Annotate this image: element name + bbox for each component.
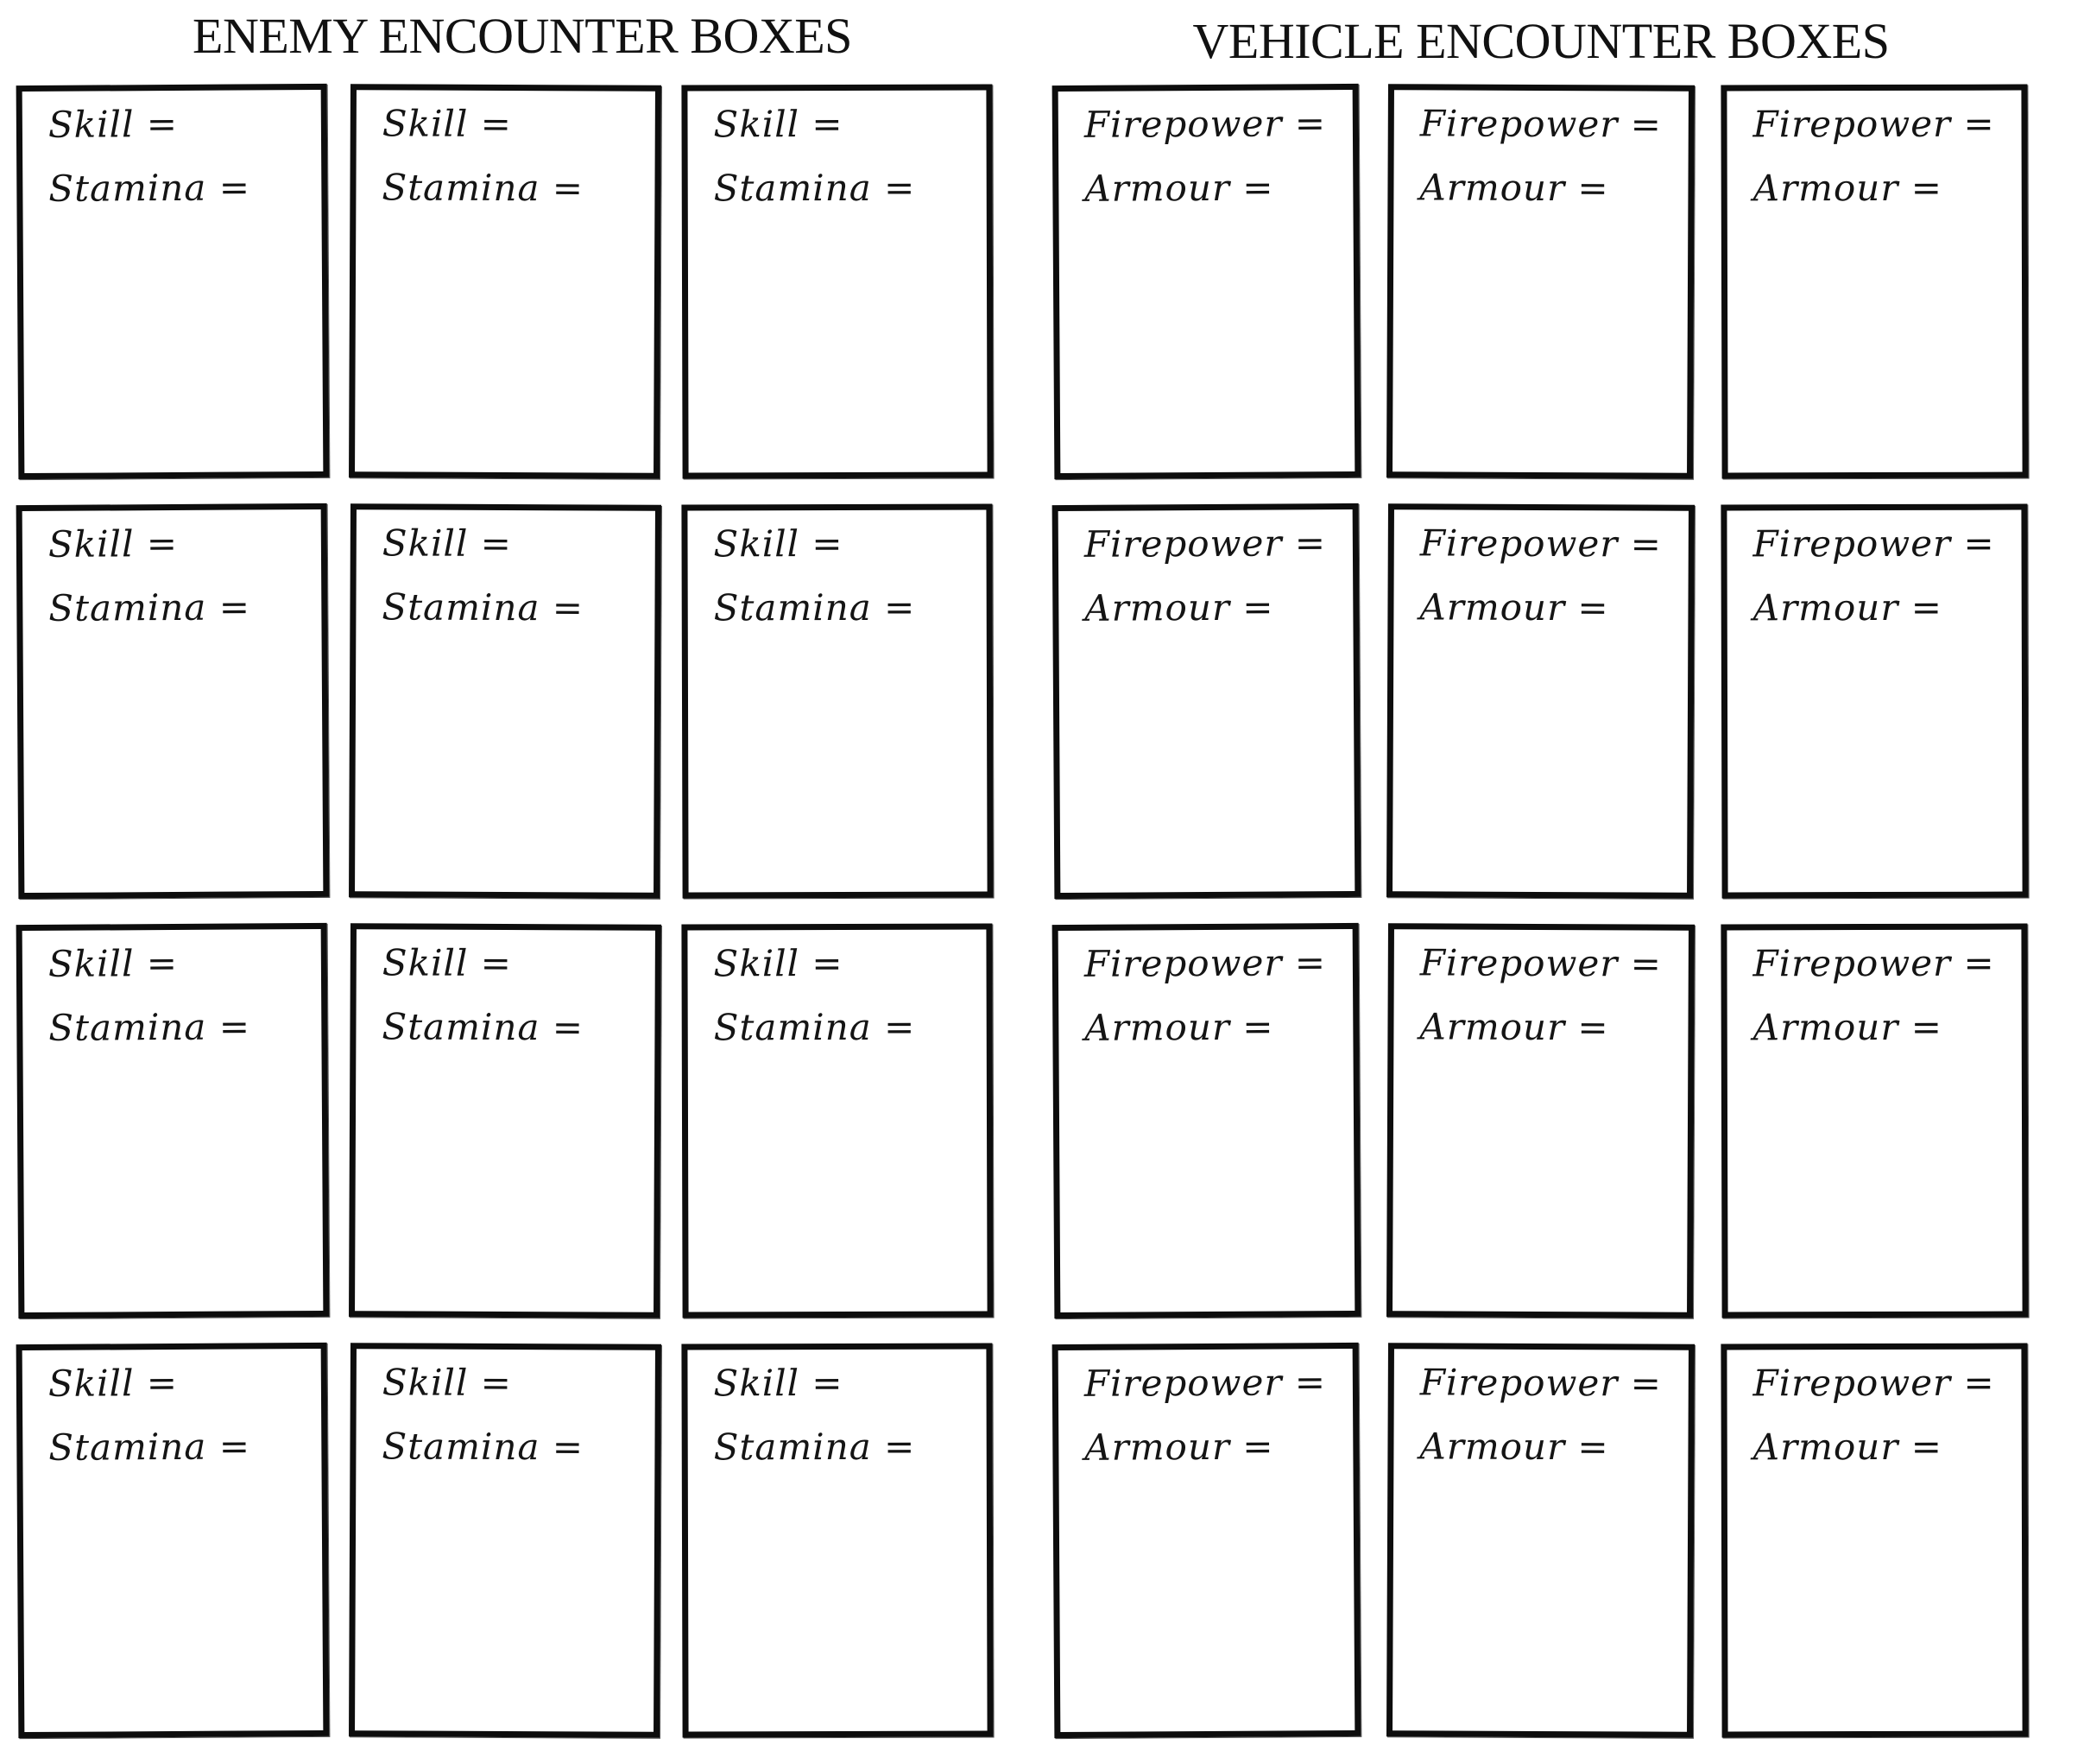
enemy-box[interactable] <box>349 84 661 479</box>
skill-label: Skill = <box>713 102 843 146</box>
skill-label: Skill = <box>713 522 843 566</box>
vehicle-box[interactable] <box>1386 503 1695 899</box>
enemy-box[interactable] <box>681 85 993 479</box>
vehicle-box[interactable] <box>1721 504 2028 899</box>
firepower-label: Firepower = <box>1752 941 1995 985</box>
stamina-label: Stamina = <box>713 166 916 210</box>
skill-label: Skill = <box>382 102 512 146</box>
firepower-label: Firepower = <box>1083 1361 1327 1405</box>
skill-label: Skill = <box>47 941 179 985</box>
stamina-label: Stamina = <box>48 166 251 210</box>
skill-label: Skill = <box>47 1361 179 1405</box>
armour-label: Armour = <box>1752 585 1942 629</box>
vehicle-box[interactable] <box>1721 1344 2028 1738</box>
armour-label: Armour = <box>1084 585 1274 629</box>
armour-label: Armour = <box>1419 1005 1609 1049</box>
vehicle-box[interactable] <box>1386 1343 1695 1738</box>
armour-label: Armour = <box>1752 1425 1942 1469</box>
skill-label: Skill = <box>713 941 843 985</box>
stamina-label: Stamina = <box>713 1005 916 1049</box>
firepower-label: Firepower = <box>1083 941 1327 985</box>
armour-label: Armour = <box>1419 585 1609 629</box>
skill-label: Skill = <box>47 522 179 566</box>
firepower-label: Firepower = <box>1752 522 1995 566</box>
enemy-box[interactable] <box>16 503 330 899</box>
firepower-label: Firepower = <box>1083 102 1327 146</box>
enemy-box[interactable] <box>681 1344 993 1738</box>
enemy-box[interactable] <box>16 1343 330 1738</box>
enemy-box[interactable] <box>681 924 993 1318</box>
enemy-encounter-title: ENEMY ENCOUNTER BOXES <box>193 8 852 64</box>
enemy-box-grid <box>17 85 993 1737</box>
enemy-box[interactable] <box>16 923 330 1318</box>
vehicle-box[interactable] <box>1052 923 1361 1318</box>
stamina-label: Stamina = <box>48 1005 251 1049</box>
vehicle-box[interactable] <box>1052 503 1361 899</box>
firepower-label: Firepower = <box>1419 1361 1663 1405</box>
stamina-label: Stamina = <box>713 585 916 629</box>
vehicle-box[interactable] <box>1721 85 2028 479</box>
enemy-box[interactable] <box>349 1343 661 1738</box>
stamina-label: Stamina = <box>382 1425 584 1469</box>
skill-label: Skill = <box>47 102 179 146</box>
skill-label: Skill = <box>382 1361 512 1405</box>
armour-label: Armour = <box>1419 1425 1609 1469</box>
firepower-label: Firepower = <box>1419 522 1663 566</box>
vehicle-box[interactable] <box>1052 1343 1361 1738</box>
vehicle-box[interactable] <box>1721 924 2028 1318</box>
stamina-label: Stamina = <box>382 1005 584 1049</box>
stamina-label: Stamina = <box>48 1425 251 1469</box>
enemy-box[interactable] <box>349 503 661 899</box>
armour-label: Armour = <box>1084 1425 1274 1469</box>
armour-label: Armour = <box>1419 166 1609 210</box>
stamina-label: Stamina = <box>713 1425 916 1469</box>
enemy-box[interactable] <box>349 923 661 1318</box>
armour-label: Armour = <box>1752 1005 1942 1049</box>
skill-label: Skill = <box>382 522 512 566</box>
firepower-label: Firepower = <box>1419 941 1663 985</box>
armour-label: Armour = <box>1084 166 1274 210</box>
enemy-box[interactable] <box>681 504 993 899</box>
vehicle-box[interactable] <box>1386 84 1695 479</box>
stamina-label: Stamina = <box>382 585 584 629</box>
vehicle-encounter-title: VEHICLE ENCOUNTER BOXES <box>1192 13 1890 69</box>
vehicle-box[interactable] <box>1386 923 1695 1318</box>
armour-label: Armour = <box>1084 1005 1274 1049</box>
stamina-label: Stamina = <box>382 166 584 210</box>
skill-label: Skill = <box>382 941 512 985</box>
firepower-label: Firepower = <box>1752 102 1995 146</box>
firepower-label: Firepower = <box>1419 102 1663 146</box>
armour-label: Armour = <box>1752 166 1942 210</box>
firepower-label: Firepower = <box>1752 1361 1995 1405</box>
skill-label: Skill = <box>713 1361 843 1405</box>
firepower-label: Firepower = <box>1083 522 1327 566</box>
vehicle-box-grid <box>1053 85 2028 1737</box>
vehicle-box[interactable] <box>1052 84 1361 479</box>
enemy-box[interactable] <box>16 84 330 479</box>
stamina-label: Stamina = <box>48 585 251 629</box>
